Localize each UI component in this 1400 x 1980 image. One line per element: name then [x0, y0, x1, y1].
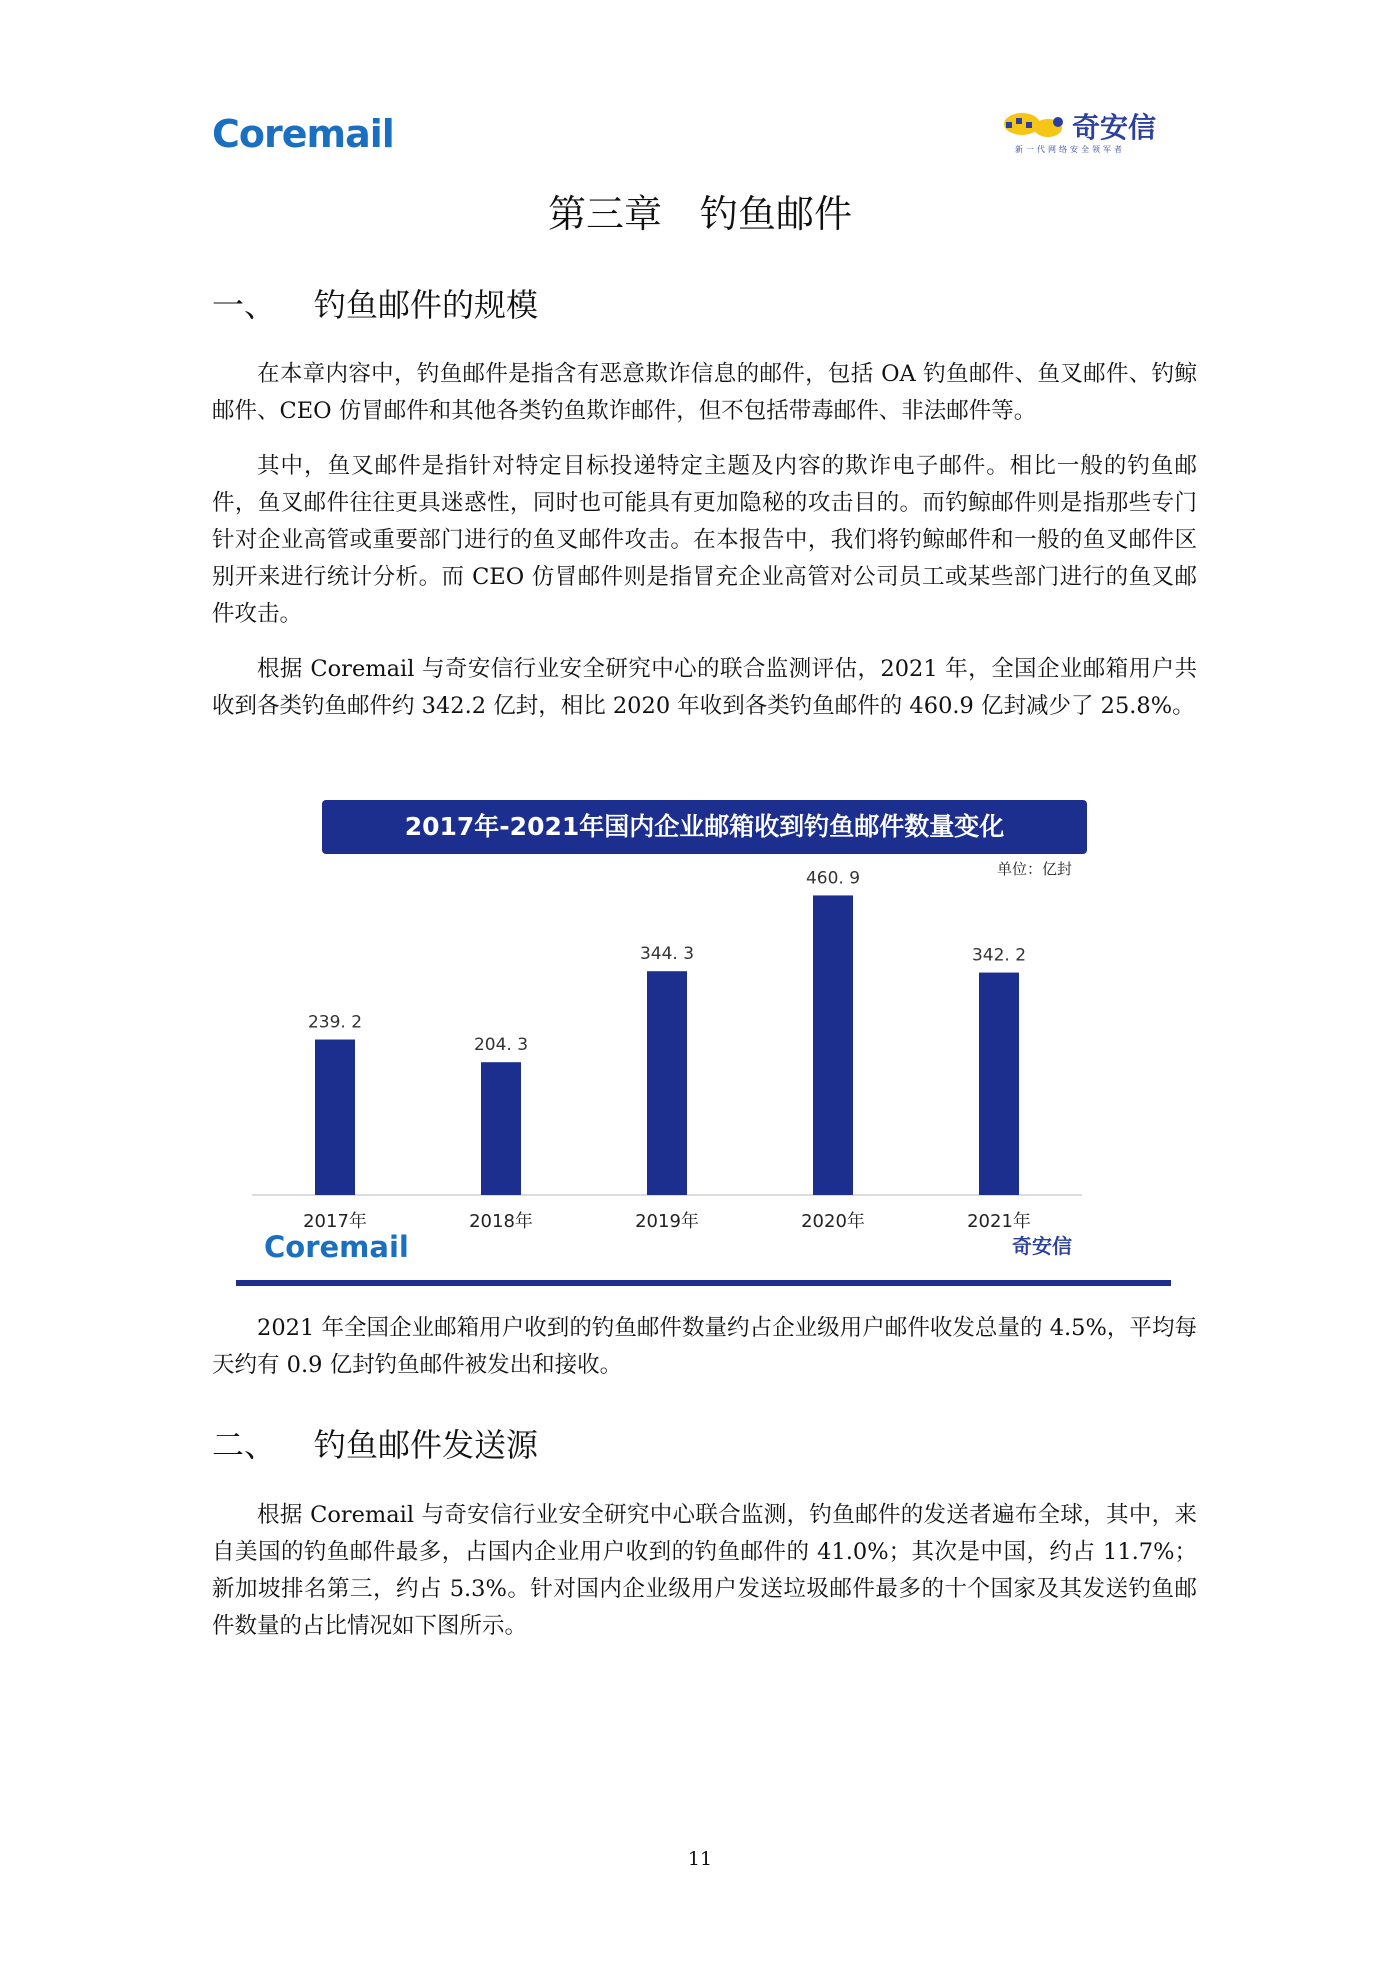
section-title: 钓鱼邮件的规模 [314, 286, 539, 324]
chapter-title: 第三章 钓鱼邮件 [547, 192, 852, 236]
chart-bar [979, 973, 1019, 1195]
page-number: 11 [687, 1848, 713, 1870]
phishing-volume-chart [232, 790, 1172, 1290]
chart-bar [813, 895, 853, 1195]
section-title: 钓鱼邮件发送源 [314, 1426, 539, 1464]
chart-category-label: 2019年 [635, 1211, 699, 1232]
chart-bar [481, 1062, 521, 1195]
chart-data-label: 204. 3 [473, 1035, 529, 1056]
coremail-logo: Coremail [212, 112, 394, 156]
chart-data-label: 344. 3 [639, 944, 695, 965]
chart-category-label: 2017年 [303, 1211, 367, 1232]
chart-category-label: 2018年 [469, 1211, 533, 1232]
qax-logo-name: 奇安信 [1072, 111, 1157, 144]
chart-bar [647, 971, 687, 1195]
section-heading-2 [212, 1420, 538, 1466]
chart-data-label: 239. 2 [307, 1012, 363, 1033]
paragraph: 其中，鱼叉邮件是指针对特定目标投递特定主题及内容的欺诈电子邮件。相比一般的钓鱼邮件，鱼叉邮件往往更具迷惑性，同时也可能具有更加隐秘的攻击目的。而钓鲸邮件则是指那些专门针对企业高管或重要部门进行的鱼叉邮件攻击。在本报告中，我们将钓鲸邮件和一般的鱼叉邮件区别开来进行统计分析。而 CEO 仿冒邮件则是指冒充企业高管对公司员工或某些部门进行的鱼叉邮件攻击。 [212, 453, 1197, 627]
paragraph: 2021 年全国企业邮箱用户收到的钓鱼邮件数量约占企业级用户邮件收发总量的 4.5%，平均每天约有 0.9 亿封钓鱼邮件被发出和接收。 [212, 1315, 1197, 1378]
chart-coremail-logo: Coremail [264, 1230, 409, 1264]
section-number: 一、 [212, 286, 277, 324]
chart-title: 2017年-2021年国内企业邮箱收到钓鱼邮件数量变化 [322, 800, 1087, 854]
qax-slogan: 新一代网络安全领军者 [1015, 145, 1125, 154]
chart-category-label: 2020年 [801, 1211, 865, 1232]
chart-data-label: 460. 9 [805, 868, 861, 889]
paragraph: 根据 Coremail 与奇安信行业安全研究中心联合监测，钓鱼邮件的发送者遍布全球，其中，来自美国的钓鱼邮件最多，占国内企业用户收到的钓鱼邮件的 41.0%；其次是中国，约占 11.7%；新加坡排名第三，约占 5.3%。针对国内企业级用户发送垃圾邮件最多的十个国家及其发送钓鱼邮件数量的占比情况如下图所示。 [212, 1502, 1197, 1639]
chart-qax-logo: 奇安信 [1012, 1234, 1072, 1258]
section-number: 二、 [212, 1426, 277, 1464]
section-heading-1 [212, 280, 538, 326]
qax-logo [1000, 102, 1175, 160]
chart-bar [315, 1040, 355, 1195]
chart-plot [232, 790, 1172, 1260]
chart-category-label: 2021年 [967, 1211, 1031, 1232]
paragraph: 根据 Coremail 与奇安信行业安全研究中心的联合监测评估，2021 年，全国企业邮箱用户共收到各类钓鱼邮件约 342.2 亿封，相比 2020 年收到各类钓鱼邮件的 460.9 亿封减少了 25.8%。 [212, 656, 1197, 719]
chart-unit-label: 单位：亿封 [997, 860, 1073, 878]
paragraph: 在本章内容中，钓鱼邮件是指含有恶意欺诈信息的邮件，包括 OA 钓鱼邮件、鱼叉邮件、钓鲸邮件、CEO 仿冒邮件和其他各类钓鱼欺诈邮件，但不包括带毒邮件、非法邮件等。 [212, 361, 1197, 424]
qax-mascot-icon [1000, 104, 1072, 144]
chart-data-label: 342. 2 [971, 945, 1027, 966]
chart-bottom-rule [236, 1280, 1171, 1286]
